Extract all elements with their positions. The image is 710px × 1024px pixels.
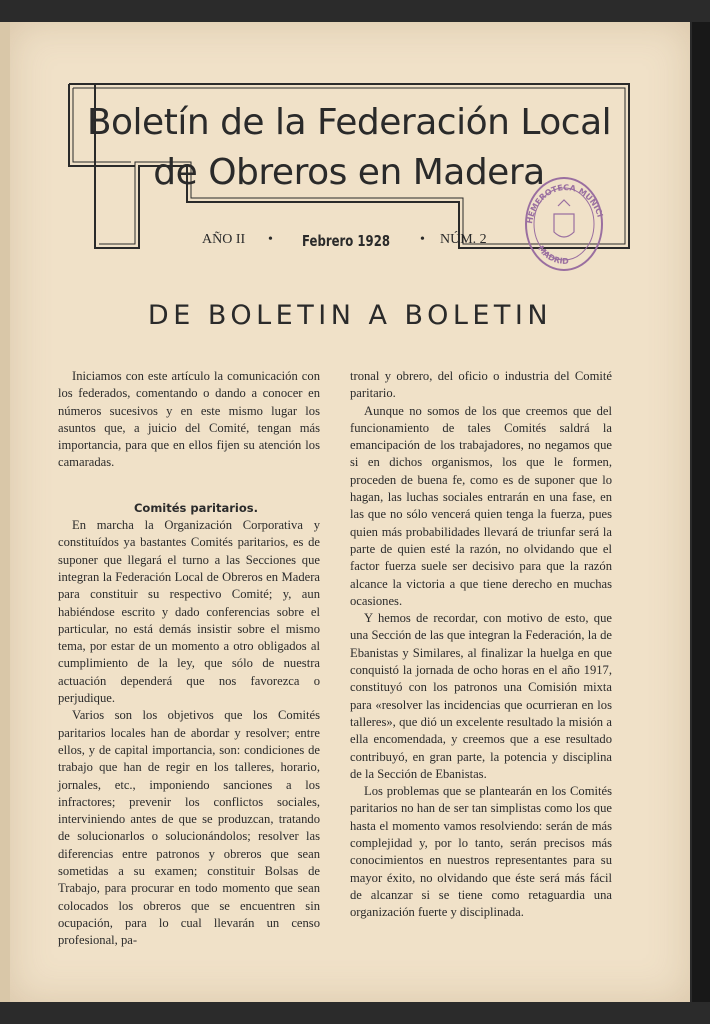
issue-bullet-2: •: [420, 232, 425, 247]
left-column: [58, 368, 320, 950]
right-paragraph-0: tronal y obrero, del oficio o industria del Comité paritario.: [350, 369, 612, 401]
scan-border: [692, 22, 710, 1002]
left-paragraph-1: En marcha la Organización Corporativa y constituídos ya bastantes Comités paritarios, es de suponer que llegará el turno a las Secciones que integran la Federación Local de Obreros en Madera para constituir su respectivo Comité; y, aun habiéndose escrito y dado conferencias sobre el particular, no está demás insistir sobre el mismo tema, por estar de un momento a otro obligados al cumplimiento de la ley, que sólo de nuestra actuación dependerá que nos favorezca o perjudique.: [58, 518, 320, 706]
svg-text:MADRID: [536, 244, 569, 266]
library-stamp: [522, 162, 606, 276]
right-column: [350, 368, 612, 922]
right-paragraph-2: Y hemos de recordar, con motivo de esto, que una Sección de las que integran la Federación, la de Ebanistas y Similares, al finalizar la huelga en que conquistó la jornada de ocho horas en el año 1917, constituyó con los patronos una Comisión mixta para «resolver las incidencias que ocurrieran en los talleres», que dió un excelente resultado la misión a ella encomendada, y creemos que a ese resultado contribuyó, en gran parte, la potencia y disciplina de la Sección de Ebanistas.: [350, 611, 612, 781]
masthead-title-line1: Boletín de la Federación Local: [86, 102, 612, 143]
issue-bullet-1: •: [268, 232, 273, 247]
issue-date: Febrero 1928: [302, 232, 390, 250]
section-subheading: Comités paritarios.: [133, 500, 258, 515]
masthead-title-line2: de Obreros en Madera: [153, 152, 545, 193]
article-headline: DE BOLETIN A BOLETIN: [147, 300, 553, 331]
right-paragraph-3: Los problemas que se plantearán en los Comités paritarios no han de ser tan simplistas como los que hasta el momento vamos resolviendo: serán de más complejidad y, por lo tanto, serán precisos más conocimientos en nuestros representantes para su mayor éxito, no olvidando que éste será más fácil de alcanzar si se tiene como retaguardia una organización fuerte y disciplinada.: [350, 784, 612, 920]
issue-year: AÑO II: [202, 232, 246, 247]
left-paragraph-2: Varios son los objetivos que los Comités paritarios locales han de abordar y resolver; entre ellos, y de capital importancia, son: condiciones de trabajo que han de regir en los talleres, horario, jornales, etc., imponiendo sanciones a los infractores; prevenir los conflictos sociales, interviniendo antes de que se produzcan, tratando de solucionarlos o solucionándolos; resolver las diferencias entre patronos y obreros que sean sometidas a su examen; constituir Bolsas de Trabajo, para procurar en todo momento que sean colocados los obreros que se encuentren sin ocupación, para lo cual llevarán un censo profesional, pa-: [58, 708, 320, 948]
stamp-text-top: HEMEROTECA MUNICI: [525, 183, 605, 225]
right-paragraph-1: Aunque no somos de los que creemos que del funcionamiento de tales Comités saldrá la emancipación de los trabajadores, no negamos que si en dichos organismos, los que le formen, proceden de buena fe, como es de suponer que lo hagan, las luchas sociales entrarán en una fase, en las que no sólo vencerá quien tenga la fuerza, pues quien más probabilidades llevará de triunfar será la parte de quien esté la razón, no olvidando que el factor fuerza suele ser decisivo para que la razón alcance la victoria a que tiene derecho en muchas ocasiones.: [350, 403, 612, 608]
intro-paragraph: Iniciamos con este artículo la comunicación con los federados, comentando o dando a conocer en números sucesivos y en este mismo lugar los asuntos que, a juicio del Comité, tengan más importancia, para que en ellos fijen su atención los camaradas.: [58, 369, 320, 470]
document-page: [10, 22, 690, 1002]
stamp-text-bottom: MADRID: [536, 244, 569, 266]
issue-number: NÚM. 2: [440, 232, 487, 247]
